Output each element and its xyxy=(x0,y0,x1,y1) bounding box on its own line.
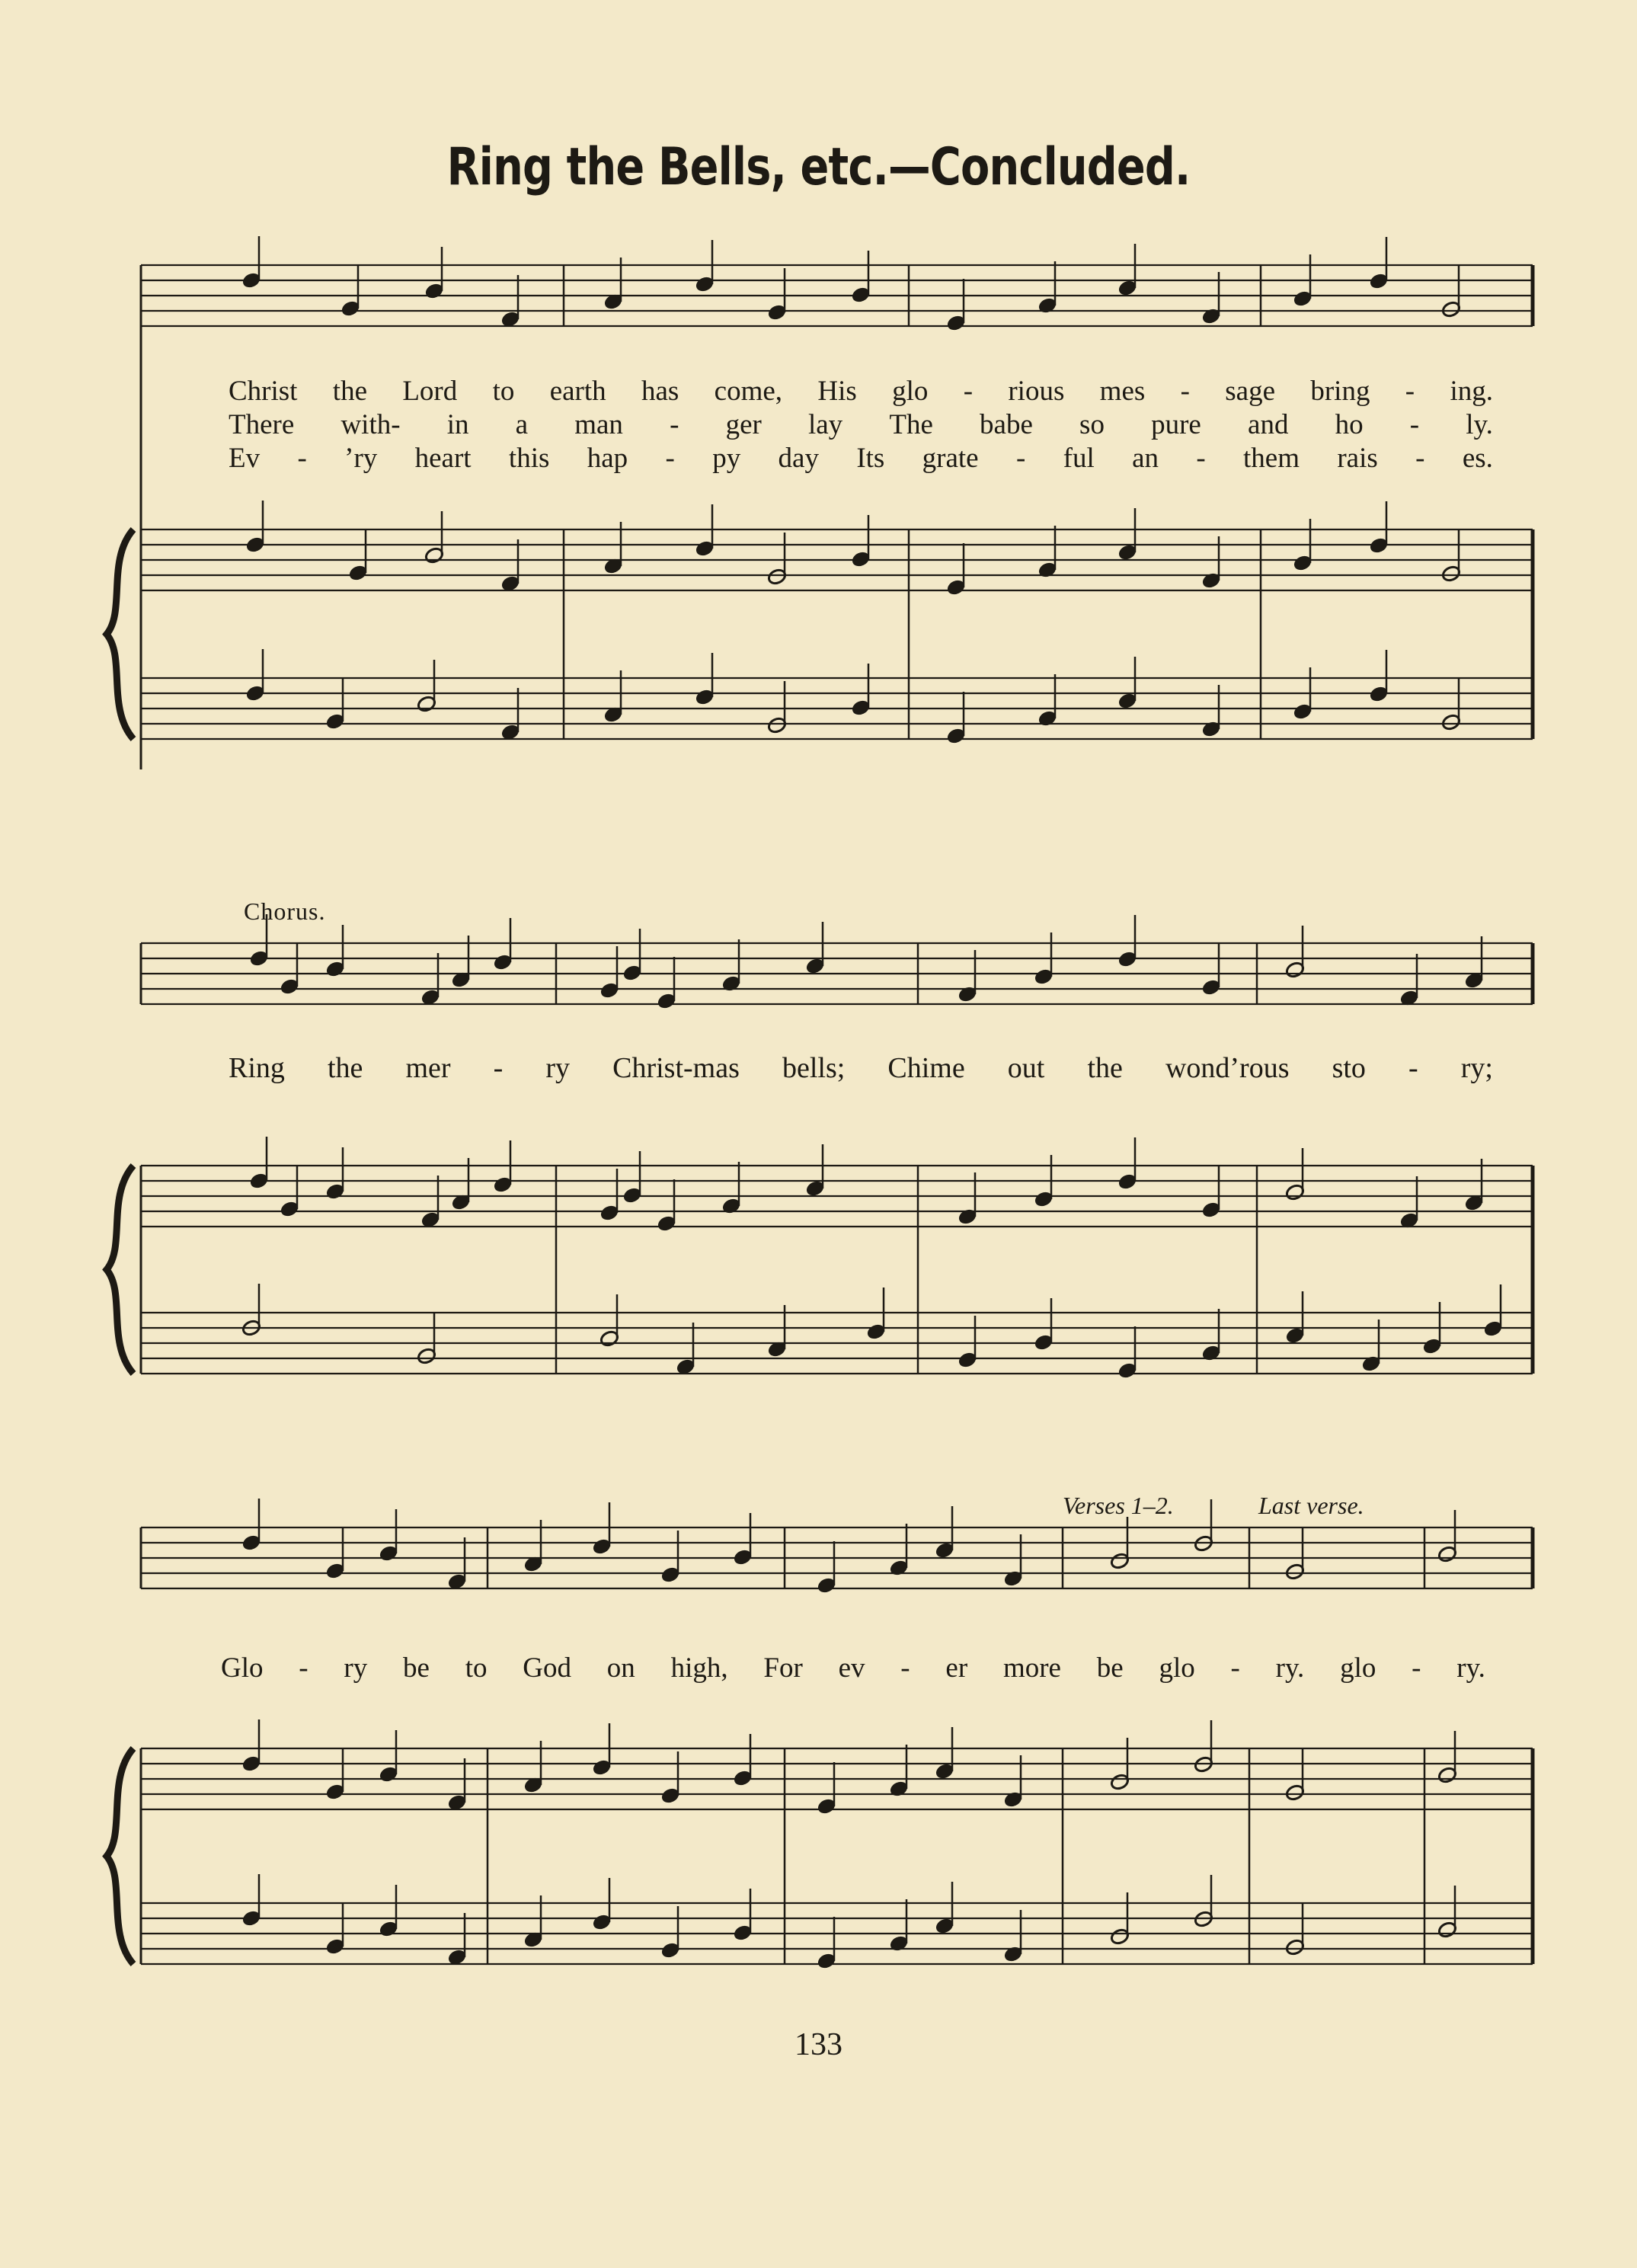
lyric-syllable: lay xyxy=(807,409,843,440)
lyric-syllable: the xyxy=(332,376,367,407)
lyric-syllable: mer xyxy=(405,1052,451,1084)
lyric-syllable: For xyxy=(763,1652,803,1684)
final-lyric-line xyxy=(221,1652,1485,1684)
lyric-syllable: man xyxy=(574,409,623,440)
lyric-syllable: - xyxy=(1230,1652,1240,1684)
lyric-syllable: - xyxy=(493,1052,504,1084)
lyric-syllable: earth xyxy=(549,376,606,407)
lyric-syllable: rais xyxy=(1337,443,1378,474)
lyric-syllable: to xyxy=(492,376,515,407)
lyric-syllable: to xyxy=(465,1652,488,1684)
lyric-syllable: py xyxy=(712,443,741,474)
lyric-syllable: an xyxy=(1132,443,1159,474)
verse-lyric-line-2 xyxy=(229,408,1493,441)
lyric-syllable: ger xyxy=(725,409,762,440)
lyric-syllable: grate xyxy=(922,443,979,474)
lyric-syllable: - xyxy=(1409,409,1420,440)
lyric-syllable: ly. xyxy=(1466,409,1493,440)
brace xyxy=(107,529,133,739)
lyric-syllable: high, xyxy=(670,1652,728,1684)
lyric-syllable: ry. xyxy=(1456,1652,1485,1684)
lyric-syllable: - xyxy=(1180,376,1190,407)
lyric-syllable: ’ry xyxy=(344,443,378,474)
lyric-syllable: - xyxy=(1015,443,1026,474)
lyric-syllable: on xyxy=(606,1652,635,1684)
lyric-syllable: with- xyxy=(341,409,401,440)
lyric-syllable: ful xyxy=(1063,443,1095,474)
lyric-syllable: this xyxy=(508,443,550,474)
lyric-syllable: - xyxy=(900,1652,910,1684)
verse-lyric-line-3 xyxy=(229,442,1493,475)
lyric-syllable: be xyxy=(403,1652,430,1684)
lyric-syllable: hap xyxy=(587,443,628,474)
lyric-syllable: - xyxy=(665,443,675,474)
brace xyxy=(107,1166,133,1374)
lyric-syllable: has xyxy=(641,376,679,407)
lyric-syllable: rious xyxy=(1008,376,1065,407)
lyric-syllable: ing. xyxy=(1450,376,1493,407)
lyric-syllable: sage xyxy=(1225,376,1276,407)
lyric-syllable: the xyxy=(1087,1052,1123,1084)
lyric-syllable: ry xyxy=(545,1052,571,1084)
lyric-syllable: sto xyxy=(1332,1052,1366,1084)
lyric-syllable: ry. xyxy=(1275,1652,1305,1684)
lyric-syllable: glo xyxy=(1159,1652,1195,1684)
lyric-syllable: - xyxy=(670,409,679,440)
lyric-syllable: - xyxy=(1415,443,1425,474)
lyric-syllable: the xyxy=(327,1052,363,1084)
lyric-syllable: bring xyxy=(1310,376,1370,407)
lyric-syllable: There xyxy=(229,409,295,440)
lyric-syllable: be xyxy=(1096,1652,1124,1684)
lyric-syllable: His xyxy=(817,376,857,407)
lyric-syllable: so xyxy=(1079,409,1105,440)
lyric-syllable: - xyxy=(1405,376,1415,407)
lyric-syllable: heart xyxy=(414,443,472,474)
lyric-syllable: Its xyxy=(856,443,885,474)
lyric-syllable: come, xyxy=(714,376,783,407)
brace xyxy=(107,1748,133,1964)
lyric-syllable: wond’rous xyxy=(1165,1052,1290,1084)
lyric-syllable: God xyxy=(523,1652,572,1684)
lyric-syllable: glo xyxy=(892,376,929,407)
lyric-syllable: bells; xyxy=(782,1052,846,1084)
lyric-syllable: The xyxy=(889,409,933,440)
verse-lyric-line-1 xyxy=(229,375,1493,408)
lyric-syllable: pure xyxy=(1151,409,1201,440)
lyric-syllable: Glo xyxy=(221,1652,264,1684)
lyric-syllable: er xyxy=(945,1652,968,1684)
lyric-syllable: - xyxy=(963,376,974,407)
lyric-syllable: babe xyxy=(980,409,1033,440)
page-title: Ring the Bells, etc.—Concluded. xyxy=(446,137,1191,197)
lyric-syllable: day xyxy=(778,443,819,474)
lyric-syllable: Ev xyxy=(229,443,261,474)
lyric-syllable: mes xyxy=(1099,376,1146,407)
lyric-syllable: ry; xyxy=(1460,1052,1493,1084)
lyric-syllable: out xyxy=(1007,1052,1045,1084)
lyric-syllable: - xyxy=(299,1652,309,1684)
lyric-syllable: Christ-mas xyxy=(612,1052,740,1084)
lyric-syllable: - xyxy=(1412,1652,1421,1684)
lyric-syllable: glo xyxy=(1340,1652,1376,1684)
lyric-syllable: Ring xyxy=(229,1052,285,1084)
chorus-lyric-line xyxy=(229,1051,1493,1085)
lyric-syllable: in xyxy=(446,409,469,440)
last-ending-label: Last verse. xyxy=(1258,1492,1364,1519)
lyric-syllable: them xyxy=(1243,443,1300,474)
lyric-syllable: Lord xyxy=(402,376,458,407)
page-number: 133 xyxy=(795,2027,842,2062)
lyric-syllable: more xyxy=(1002,1652,1061,1684)
lyric-syllable: ho xyxy=(1335,409,1364,440)
lyric-syllable: ry xyxy=(344,1652,368,1684)
lyric-syllable: Christ xyxy=(229,376,298,407)
lyric-syllable: - xyxy=(297,443,307,474)
chorus-label: Chorus. xyxy=(244,897,326,925)
first-ending-label: Verses 1–2. xyxy=(1063,1492,1174,1519)
lyric-syllable: es. xyxy=(1462,443,1493,474)
lyric-syllable: - xyxy=(1196,443,1206,474)
lyric-syllable: and xyxy=(1248,409,1289,440)
lyric-syllable: a xyxy=(515,409,529,440)
lyric-syllable: Chime xyxy=(887,1052,965,1084)
lyric-syllable: - xyxy=(1408,1052,1418,1084)
lyric-syllable: ev xyxy=(838,1652,865,1684)
